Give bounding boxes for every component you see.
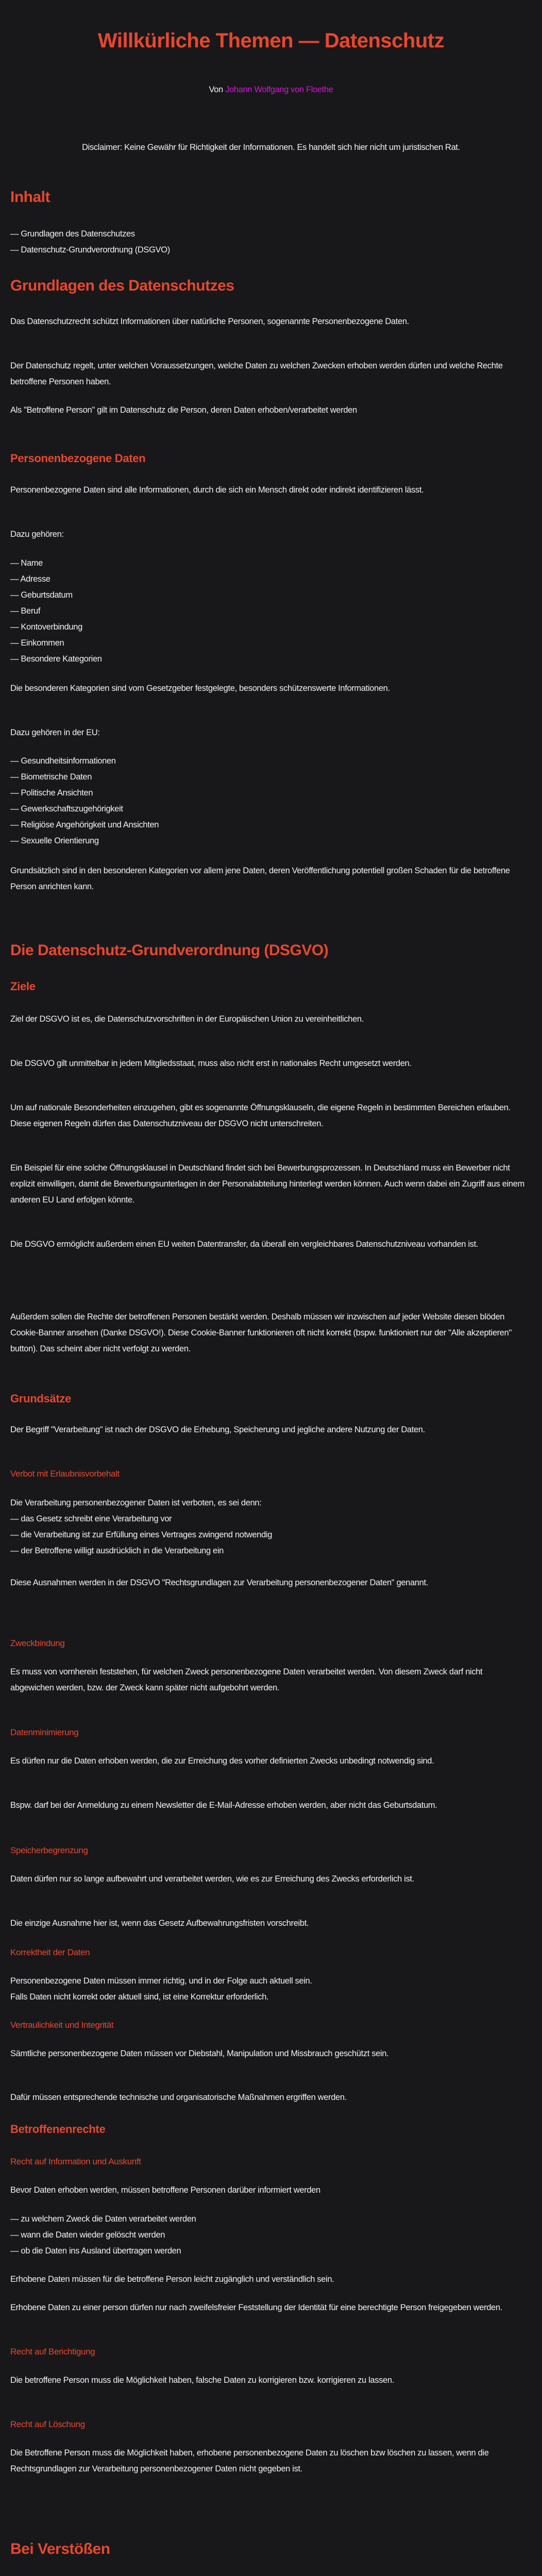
paragraph <box>10 1973 528 2005</box>
list-item: — Gesundheitsinformationen <box>10 753 528 769</box>
paragraph: Der Begriff "Verarbeitung" ist nach der DSGVO die Erhebung, Speicherung und jegliche andere Nutzung der Daten. <box>10 1425 425 1434</box>
verbot-list <box>10 1511 528 1559</box>
toc-heading: Inhalt <box>10 189 50 206</box>
toc-item-dsgvo[interactable]: — Datenschutz-Grundverordnung (DSGVO) <box>10 242 528 258</box>
paragraph: Um auf nationale Besonderheiten einzugehen, gibt es sogenannte Öffnungsklauseln, die eigene Regeln in bestimmten Bereichen erlauben. Diese eigenen Regeln dürfen das Datenschutzniveau der DSGVO nicht unterschreiten. <box>10 1103 511 1128</box>
paragraph: Als "Betroffene Person" gilt im Datenschutz die Person, deren Daten erhoben/verarbeitet werden <box>10 405 357 415</box>
subheading-betroffenenrechte: Betroffenenrechte <box>10 2123 106 2136</box>
list-item: — wann die Daten wieder gelöscht werden <box>10 2227 528 2243</box>
paragraph: Die Betroffene Person muss die Möglichkeit haben, erhobene personenbezogene Daten zu löschen bzw löschen zu lassen, wenn die Rechtsgrundlagen zur Verarbeitung personenbezogener Daten nicht gegeben ist. <box>10 2448 489 2473</box>
list-intro: Dazu gehören: <box>10 530 64 539</box>
paragraph: Personenbezogene Daten sind alle Informationen, durch die sich ein Mensch direkt oder indirekt identifizieren lässt. <box>10 485 424 495</box>
list-item: — das Gesetz schreibt eine Verarbeitung vor <box>10 1511 528 1527</box>
paragraph: Die besonderen Kategorien sind vom Gesetzgeber festgelegte, besonders schützenswerte Informationen. <box>10 684 390 693</box>
paragraph: Erhobene Daten müssen für die betroffene Person leicht zugänglich und verständlich sein. <box>10 2275 334 2284</box>
byline <box>0 82 542 98</box>
list-item: — die Verarbeitung ist zur Erfüllung eines Vertrages zwingend notwendig <box>10 1527 528 1543</box>
list-intro: Die Verarbeitung personenbezogener Daten ist verboten, es sei denn: <box>10 1498 262 1507</box>
subheading-information: Recht auf Information und Auskunft <box>10 2157 141 2166</box>
paragraph: Die DSGVO ermöglicht außerdem einen EU weiten Datentransfer, da überall ein vergleichbares Datenschutzniveau vorhanden ist. <box>10 1240 479 1249</box>
subheading-ziele: Ziele <box>10 980 36 993</box>
subheading-berichtigung: Recht auf Berichtigung <box>10 2347 95 2357</box>
toc-item-grundlagen[interactable]: — Grundlagen des Datenschutzes <box>10 226 528 242</box>
subheading-personenbezogene-daten: Personenbezogene Daten <box>10 452 146 465</box>
section-heading-grundlagen: Grundlagen des Datenschutzes <box>10 277 234 294</box>
byline-prefix: Von <box>209 85 226 94</box>
section-heading-verstoesse: Bei Verstößen <box>10 2540 110 2557</box>
list-item: — Biometrische Daten <box>10 769 528 785</box>
paragraph: Die betroffene Person muss die Möglichkeit haben, falsche Daten zu korrigieren bzw. korrigieren zu lassen. <box>10 2376 394 2385</box>
paragraph: Die DSGVO gilt unmittelbar in jedem Mitgliedsstaat, muss also nicht erst in nationales Recht umgesetzt werden. <box>10 1059 412 1068</box>
subheading-grundsaetze: Grundsätze <box>10 1392 72 1405</box>
paragraph: Der Datenschutz regelt, unter welchen Voraussetzungen, welche Daten zu welchen Zwecken erhoben werden dürfen und welche Rechte betroffene Personen haben. <box>10 361 503 386</box>
author-link[interactable]: Johann Wolfgang von Floethe <box>225 85 333 94</box>
list-item: — Politische Ansichten <box>10 785 528 801</box>
text-line: Personenbezogene Daten müssen immer richtig, und in der Folge auch aktuell sein. <box>10 1976 312 1986</box>
text-line: Falls Daten nicht korrekt oder aktuell sind, ist eine Korrektur erforderlich. <box>10 1992 269 2002</box>
list-item: — der Betroffene willigt ausdrücklich in die Verarbeitung ein <box>10 1543 528 1559</box>
subheading-loeschung: Recht auf Löschung <box>10 2419 85 2429</box>
paragraph: Ein Beispiel für eine solche Öffnungsklausel in Deutschland findet sich bei Bewerbungsprozessen. In Deutschland muss ein Bewerber nicht explizit einwilligen, damit die Bewerbungsunterlagen in der Personalabteilung hinterlegt werden können. Auch wenn dabei ein Zugriff aus einem anderen EU Land erfolgen könnte. <box>10 1163 524 1205</box>
subheading-speicherbegrenzung: Speicherbegrenzung <box>10 1845 88 1855</box>
list-item: — Einkommen <box>10 635 528 651</box>
paragraph: Grundsätzlich sind in den besonderen Kategorien vor allem jene Daten, deren Veröffentlichung potentiell großen Schaden für die betroffene Person anrichten kann. <box>10 866 510 891</box>
paragraph: Erhobene Daten zu einer person dürfen nur nach zweifelsfreier Feststellung der Identität für eine berechtigte Person freigegeben werden. <box>10 2303 502 2312</box>
page-title: Willkürliche Themen — Datenschutz <box>97 29 445 52</box>
paragraph: Die einzige Ausnahme hier ist, wenn das Gesetz Aufbewahrungsfristen vorschreibt. <box>10 1919 309 1928</box>
disclaimer: Disclaimer: Keine Gewähr für Richtigkeit der Informationen. Es handelt sich hier nicht um juristischen Rat. <box>82 143 460 152</box>
section-heading-dsgvo: Die Datenschutz-Grundverordnung (DSGVO) <box>10 942 329 959</box>
info-list <box>10 2211 528 2259</box>
subheading-zweckbindung: Zweckbindung <box>10 1638 65 1648</box>
subheading-verbot: Verbot mit Erlaubnisvorbehalt <box>10 1469 120 1479</box>
paragraph: Außerdem sollen die Rechte der betroffenen Personen bestärkt werden. Deshalb müssen wir inzwischen auf jeder Website diesen blöden Cookie-Banner ansehen (Danke DSGVO!). Diese Cookie-Banner funktionieren oft nicht korrekt (bspw. funktioniert nur der "Alle akzeptieren" button). Das scheint aber nicht verfolgt zu werden. <box>10 1312 512 1353</box>
list-item: — Sexuelle Orientierung <box>10 833 528 849</box>
paragraph: Daten dürfen nur so lange aufbewahrt und verarbeitet werden, wie es zur Erreichung des Zwecks erforderlich ist. <box>10 1874 414 1884</box>
toc-list <box>10 226 528 258</box>
special-categories-list <box>10 753 528 849</box>
list-item: — Name <box>10 555 528 571</box>
list-item: — Besondere Kategorien <box>10 651 528 667</box>
list-item: — Beruf <box>10 603 528 619</box>
list-item: — Gewerkschaftszugehörigkeit <box>10 801 528 817</box>
paragraph: Ziel der DSGVO ist es, die Datenschutzvorschriften in der Europäischen Union zu vereinheitlichen. <box>10 1014 364 1024</box>
paragraph: Es dürfen nur die Daten erhoben werden, die zur Erreichung des vorher definierten Zwecks unbedingt notwendig sind. <box>10 1756 434 1766</box>
list-intro: Dazu gehören in der EU: <box>10 728 100 737</box>
list-item: — Religiöse Angehörigkeit und Ansichten <box>10 817 528 833</box>
paragraph: Dafür müssen entsprechende technische und organisatorische Maßnahmen ergriffen werden. <box>10 2093 347 2102</box>
paragraph: Es muss von vornherein feststehen, für welchen Zweck personenbezogene Daten verarbeitet werden. Von diesem Zweck darf nicht abgewichen werden, bzw. der Zweck kann später nicht aufgebohrt werden. <box>10 1667 483 1692</box>
paragraph: Sämtliche personenbezogene Daten müssen vor Diebstahl, Manipulation und Missbrauch geschützt sein. <box>10 2049 389 2058</box>
paragraph: Diese Ausnahmen werden in der DSGVO "Rechtsgrundlagen zur Verarbeitung personenbezogener Daten" genannt. <box>10 1578 428 1587</box>
list-item: — zu welchem Zweck die Daten verarbeitet werden <box>10 2211 528 2227</box>
subheading-vertraulichkeit: Vertraulichkeit und Integrität <box>10 2020 114 2030</box>
list-item: — Adresse <box>10 571 528 587</box>
list-intro: Bevor Daten erhoben werden, müssen betroffene Personen darüber informiert werden <box>10 2185 320 2195</box>
paragraph: Das Datenschutzrecht schützt Informationen über natürliche Personen, sogenannte Personenbezogene Daten. <box>10 317 409 326</box>
personal-data-list <box>10 555 528 667</box>
subheading-korrektheit: Korrektheit der Daten <box>10 1947 90 1957</box>
subheading-datenminimierung: Datenminimierung <box>10 1727 79 1737</box>
list-item: — Geburtsdatum <box>10 587 528 603</box>
list-item: — Kontoverbindung <box>10 619 528 635</box>
list-item: — ob die Daten ins Ausland übertragen werden <box>10 2243 528 2259</box>
paragraph: Bspw. darf bei der Anmeldung zu einem Newsletter die E-Mail-Adresse erhoben werden, aber nicht das Geburtsdatum. <box>10 1801 437 1810</box>
